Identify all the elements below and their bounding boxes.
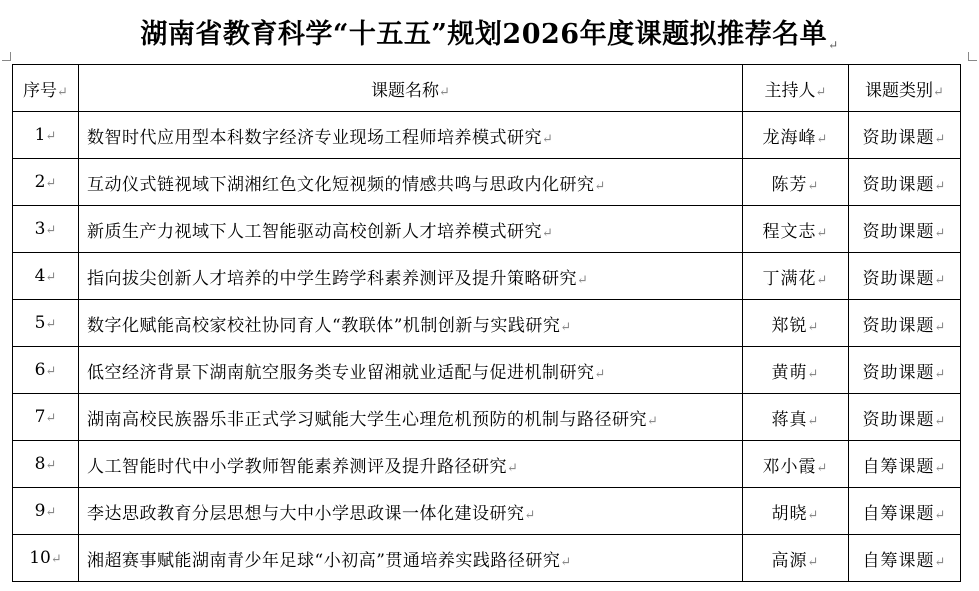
header-cell-no [13,65,79,112]
row-type: 资助课题 [862,409,935,430]
row-host-cell [743,535,849,582]
row-name-cell [79,394,743,441]
row-project-name: 湘超赛事赋能湖南青少年足球“小初高”贯通培养实践路径研究 [87,550,561,571]
row-name-cell [79,159,743,206]
row-host-cell [743,112,849,159]
row-project-name: 数字化赋能高校家校社协同育人“教联体”机制创新与实践研究 [87,315,561,336]
margin-corner-mark-left [2,52,11,61]
row-host: 龙海峰 [762,127,817,148]
row-project-name: 数智时代应用型本科数字经济专业现场工程师培养模式研究 [87,127,542,148]
row-host: 丁满花 [762,268,817,289]
row-type: 自筹课题 [862,550,935,571]
row-type: 资助课题 [862,127,935,148]
paragraph-mark-icon: ↵ [45,223,57,238]
paragraph-mark-icon: ↵ [45,317,57,332]
paragraph-mark-icon: ↵ [934,272,947,288]
row-project-name: 互动仪式链视域下湖湘红色文化短视频的情感共鸣与思政内化研究 [87,174,595,195]
row-host: 黄萌 [771,362,808,383]
row-no: 1 [34,125,46,145]
row-host-cell [743,206,849,253]
paragraph-mark-icon: ↵ [816,225,829,241]
row-host: 郑锐 [771,315,808,336]
row-host-cell [743,159,849,206]
row-type: 资助课题 [862,268,935,289]
paragraph-mark-icon: ↵ [647,413,659,429]
paragraph-mark-icon: ↵ [807,178,820,194]
paragraph-mark-icon: ↵ [815,84,827,100]
row-name-cell [79,441,743,488]
row-type: 资助课题 [862,315,935,336]
row-type-cell [849,441,961,488]
paragraph-mark-icon: ↵ [542,225,554,241]
row-no-cell [13,488,79,535]
paragraph-mark-icon: ↵ [542,131,554,147]
paragraph-mark-icon: ↵ [577,272,589,288]
header-name-label: 课题名称 [371,80,440,101]
document-title-text: 湖南省教育科学“十五五”规划2026年度课题拟推荐名单 [140,19,828,50]
row-type-cell [849,394,961,441]
paragraph-mark-icon: ↵ [45,176,57,191]
row-type-cell [849,300,961,347]
header-cell-type [849,65,961,112]
paragraph-mark-icon: ↵ [560,554,572,570]
row-host: 高源 [771,550,808,571]
row-project-name: 人工智能时代中小学教师智能素养测评及提升路径研究 [87,456,507,477]
row-no: 2 [34,172,46,192]
row-type: 资助课题 [862,362,935,383]
row-project-name: 指向拔尖创新人才培养的中学生跨学科素养测评及提升策略研究 [87,268,577,289]
table-row [13,159,961,206]
row-host-cell [743,488,849,535]
paragraph-mark-icon: ↵ [45,364,57,379]
recommendation-table [12,64,961,582]
row-host: 陈芳 [771,174,808,195]
paragraph-mark-icon: ↵ [807,507,820,523]
table-row [13,535,961,582]
header-cell-host [743,65,849,112]
row-no: 7 [34,407,46,427]
row-host-cell [743,300,849,347]
table-row [13,394,961,441]
paragraph-mark-icon: ↵ [594,366,606,382]
row-no: 8 [34,454,46,474]
paragraph-mark-icon: ↵ [816,131,829,147]
paragraph-mark-icon: ↵ [934,319,947,335]
table-row [13,488,961,535]
paragraph-mark-icon: ↵ [934,178,947,194]
row-no-cell [13,441,79,488]
row-type: 自筹课题 [862,503,935,524]
table-row [13,441,961,488]
paragraph-mark-icon: ↵ [50,552,62,567]
paragraph-mark-icon: ↵ [594,178,606,194]
row-host: 蒋真 [771,409,808,430]
row-no-cell [13,394,79,441]
row-name-cell [79,535,743,582]
row-host: 邓小霞 [762,456,817,477]
table-row [13,253,961,300]
row-type-cell [849,253,961,300]
row-type: 资助课题 [862,221,935,242]
row-no: 9 [34,501,46,521]
row-no-cell [13,159,79,206]
paragraph-mark-icon: ↵ [45,411,57,426]
margin-corner-mark-right [968,52,977,61]
row-host: 程文志 [762,221,817,242]
row-name-cell [79,347,743,394]
paragraph-mark-icon: ↵ [439,84,450,100]
row-project-name: 新质生产力视域下人工智能驱动高校创新人才培养模式研究 [87,221,542,242]
paragraph-mark-icon: ↵ [807,366,820,382]
row-no: 6 [34,360,46,380]
row-type-cell [849,535,961,582]
row-project-name: 低空经济背景下湖南航空服务类专业留湘就业适配与促进机制研究 [87,362,595,383]
paragraph-mark-icon: ↵ [934,413,947,429]
row-project-name: 李达思政教育分层思想与大中小学思政课一体化建设研究 [87,503,525,524]
paragraph-mark-icon: ↵ [934,131,947,147]
paragraph-mark-icon: ↵ [45,129,57,144]
row-host-cell [743,347,849,394]
header-type-label: 课题类别 [865,80,934,101]
row-no: 4 [34,266,46,286]
paragraph-mark-icon: ↵ [934,507,947,523]
table-header-row [13,65,961,112]
paragraph-mark-icon: ↵ [807,319,820,335]
paragraph-mark-icon: ↵ [807,554,820,570]
row-type-cell [849,112,961,159]
paragraph-mark-icon: ↵ [807,413,820,429]
row-name-cell [79,112,743,159]
document-title [0,12,979,52]
table-row [13,300,961,347]
paragraph-mark-icon: ↵ [816,460,829,476]
paragraph-mark-icon: ↵ [934,554,947,570]
row-name-cell [79,253,743,300]
paragraph-mark-icon: ↵ [933,84,944,100]
row-no-cell [13,300,79,347]
row-host-cell [743,394,849,441]
header-no-label: 序号 [23,80,58,101]
row-no: 10 [29,548,51,568]
row-host: 胡晓 [771,503,808,524]
row-type-cell [849,206,961,253]
paragraph-mark-icon: ↵ [524,507,536,523]
row-type-cell [849,488,961,535]
paragraph-mark-icon: ↵ [57,84,68,100]
paragraph-mark-icon: ↵ [934,460,947,476]
row-no: 3 [34,219,46,239]
table-row [13,112,961,159]
row-name-cell [79,300,743,347]
row-name-cell [79,206,743,253]
row-type: 资助课题 [862,174,935,195]
row-name-cell [79,488,743,535]
paragraph-mark-icon: ↵ [560,319,572,335]
header-host-label: 主持人 [764,80,816,101]
table-row [13,347,961,394]
paragraph-mark-icon: ↵ [507,460,519,476]
header-cell-name [79,65,743,112]
row-no-cell [13,253,79,300]
paragraph-mark-icon: ↵ [934,366,947,382]
paragraph-mark-icon: ↵ [45,458,57,473]
row-type: 自筹课题 [862,456,935,477]
row-project-name: 湖南高校民族器乐非正式学习赋能大学生心理危机预防的机制与路径研究 [87,409,647,430]
paragraph-mark-icon: ↵ [45,270,57,285]
paragraph-mark-icon: ↵ [828,38,839,52]
row-no-cell [13,112,79,159]
row-no-cell [13,535,79,582]
row-host-cell [743,253,849,300]
row-host-cell [743,441,849,488]
table-row [13,206,961,253]
paragraph-mark-icon: ↵ [934,225,947,241]
row-type-cell [849,347,961,394]
paragraph-mark-icon: ↵ [816,272,829,288]
row-no-cell [13,206,79,253]
row-no-cell [13,347,79,394]
row-type-cell [849,159,961,206]
paragraph-mark-icon: ↵ [45,505,57,520]
row-no: 5 [34,313,46,333]
